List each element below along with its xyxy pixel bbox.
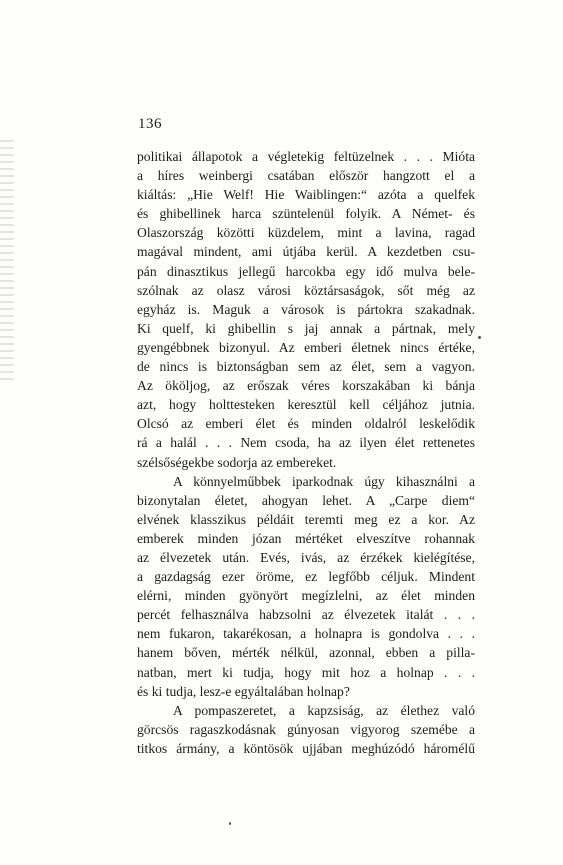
body-text [137, 147, 475, 758]
text-line: nem fukaron, takarékosan, a holnapra is gondolva . . . [137, 626, 475, 642]
page-number: 136 [138, 116, 162, 132]
print-speck [478, 336, 481, 339]
text-line: szélsőségekbe sodorja az embereket. [137, 454, 337, 470]
text-line: görcsös ragaszkodásnak gúnyosan vigyorog szemébe a [137, 721, 475, 737]
text-line: és ki tudja, lesz-e egyáltalában holnap? [137, 683, 350, 699]
text-line: Ki quelf, ki ghibellin s jaj annak a pártnak, mely [137, 320, 475, 336]
text-line: emberek minden józan mértéket elveszítve rohannak [137, 530, 475, 546]
text-line: szólnak az olasz városi köztársaságok, sőt még az [137, 282, 475, 298]
text-line: elérni, minden gyönyört megízlelni, az élet minden [137, 588, 475, 604]
print-speck [229, 822, 231, 825]
text-line: magával mindent, ami útjába kerül. A kezdetben csu- [137, 244, 475, 260]
text-line: elvének klasszikus példáit teremti meg ez a kor. Az [137, 511, 475, 527]
text-line: az élvezetek után. Evés, ivás, az érzékek kielégítése, [137, 549, 475, 565]
text-line: titkos ármány, a köntösök ujjában meghúzódó háromélű [137, 740, 475, 756]
text-line: bizonytalan életet, ahogyan lehet. A „Carpe diem“ [137, 492, 475, 508]
binding-edge-shadow [0, 140, 14, 380]
text-line: A könnyelműbbek iparkodnak úgy kihasználni a [173, 473, 475, 489]
text-line: Olcsó az emberi élet és minden oldalról leskelődik [137, 416, 475, 432]
text-line: gyengébbnek bizonyul. Az emberi életnek nincs értéke, [137, 339, 475, 355]
text-line: és ghibellinek harca szüntelenül folyik. A Német- és [137, 206, 475, 222]
text-line: hanem bőven, mérték nélkül, azonnal, ebben a pilla- [137, 645, 475, 661]
text-line: Az ököljog, az erőszak véres korszakában ki bánja [137, 378, 475, 394]
text-line: de nincs is biztonságban sem az élet, sem a vagyon. [137, 359, 475, 375]
text-line: azt, hogy holttesteken keresztül kell céljához jutnia. [137, 397, 475, 413]
text-line: a gazdagság ezer öröme, ez legfőbb céljuk. Mindent [137, 569, 475, 585]
text-line: egyház is. Maguk a városok is pártokra szakadnak. [137, 301, 475, 317]
text-line: politikai állapotok a végletekig feltüzelnek . . . Mióta [137, 149, 475, 164]
text-line: rá a halál . . . Nem csoda, ha az ilyen élet rettenetes [137, 435, 475, 451]
text-line: kiáltás: „Hie Welf! Hie Waiblingen:“ azóta a quelfek [137, 187, 475, 203]
text-line: percét felhasználva habzsolni az élvezetek italát . . . [137, 607, 475, 623]
text-line: pán dinasztikus jellegű harcokba egy idő mulva bele- [137, 263, 475, 279]
text-line: A pompaszeretet, a kapzsiság, az élethez való [173, 702, 475, 718]
text-line: a híres weinbergi csatában először hangzott el a [137, 168, 475, 184]
text-line: Olaszország közötti küzdelem, mint a lavina, ragad [137, 225, 475, 241]
text-line: natban, mert ki tudja, hogy mit hoz a holnap . . . [137, 664, 475, 680]
